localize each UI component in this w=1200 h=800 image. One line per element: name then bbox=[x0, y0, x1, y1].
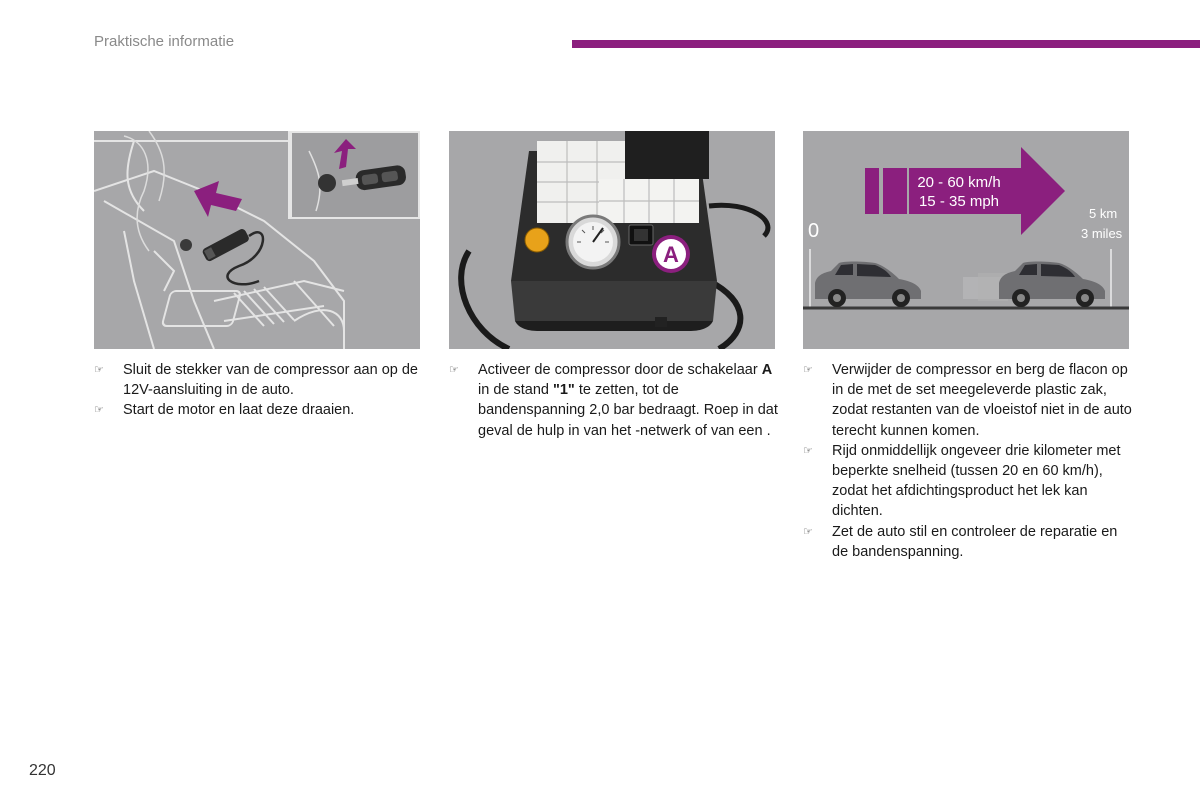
start-marker-label: 0 bbox=[808, 220, 820, 242]
hand-pointer-icon: ☞ bbox=[803, 444, 813, 457]
switch-position: "1" bbox=[552, 382, 575, 399]
instruction-column-1 bbox=[94, 360, 424, 421]
distance-km-label: 5 km bbox=[1089, 206, 1118, 221]
instruction-item bbox=[803, 441, 1133, 522]
instruction-column-2 bbox=[449, 360, 779, 441]
page-number: 220 bbox=[29, 762, 56, 779]
instruction-text: Sluit de stekker van de compressor aan op de 12V-aansluiting in de auto. bbox=[123, 362, 418, 399]
instruction-item bbox=[803, 360, 1133, 441]
instruction-item bbox=[803, 522, 1133, 562]
instruction-item bbox=[94, 360, 424, 400]
instruction-text: Rijd onmiddellijk ongeveer drie kilometer met beperkte snelheid (tussen 20 en 60 km/h), zodat het afdichtingsproduct het lek kan dichten. bbox=[832, 442, 1121, 520]
instruction-item bbox=[449, 360, 779, 441]
hand-pointer-icon: ☞ bbox=[94, 404, 104, 417]
illustration-drive-speed bbox=[803, 131, 1129, 349]
instruction-text: Verwijder de compressor en berg de flacon op in de met de set meegeleverde plastic zak, zodat restanten van de vloeistof niet in de auto terecht kunnen komen. bbox=[832, 362, 1132, 439]
instruction-column-3 bbox=[803, 360, 1133, 562]
switch-a-label: A bbox=[663, 242, 679, 267]
speed-kmh-label: 20 - 60 km/h bbox=[917, 174, 1001, 191]
distance-miles-label: 3 miles bbox=[1081, 226, 1123, 241]
instruction-text: Activeer de compressor door de schakelaar A in de stand "1" te zetten, tot de bandenspanning 2,0 bar bedraagt. Roep in dat geval de hulp in van het -netwerk of van een . bbox=[478, 362, 778, 439]
instruction-text: Start de motor en laat deze draaien. bbox=[123, 402, 355, 419]
instruction-text: Zet de auto stil en controleer de reparatie en de bandenspanning. bbox=[832, 523, 1118, 560]
speed-mph-label: 15 - 35 mph bbox=[918, 193, 1000, 210]
hand-pointer-icon: ☞ bbox=[803, 525, 813, 538]
hand-pointer-icon: ☞ bbox=[449, 364, 459, 376]
hand-pointer-icon: ☞ bbox=[803, 364, 813, 376]
section-title: Praktische informatie bbox=[94, 33, 235, 50]
illustration-12v-socket bbox=[94, 131, 420, 349]
hand-pointer-icon: ☞ bbox=[94, 364, 104, 376]
header-accent-bar bbox=[572, 40, 1200, 48]
illustration-compressor bbox=[449, 131, 775, 349]
instruction-item bbox=[94, 400, 424, 420]
switch-reference: A bbox=[761, 362, 773, 378]
